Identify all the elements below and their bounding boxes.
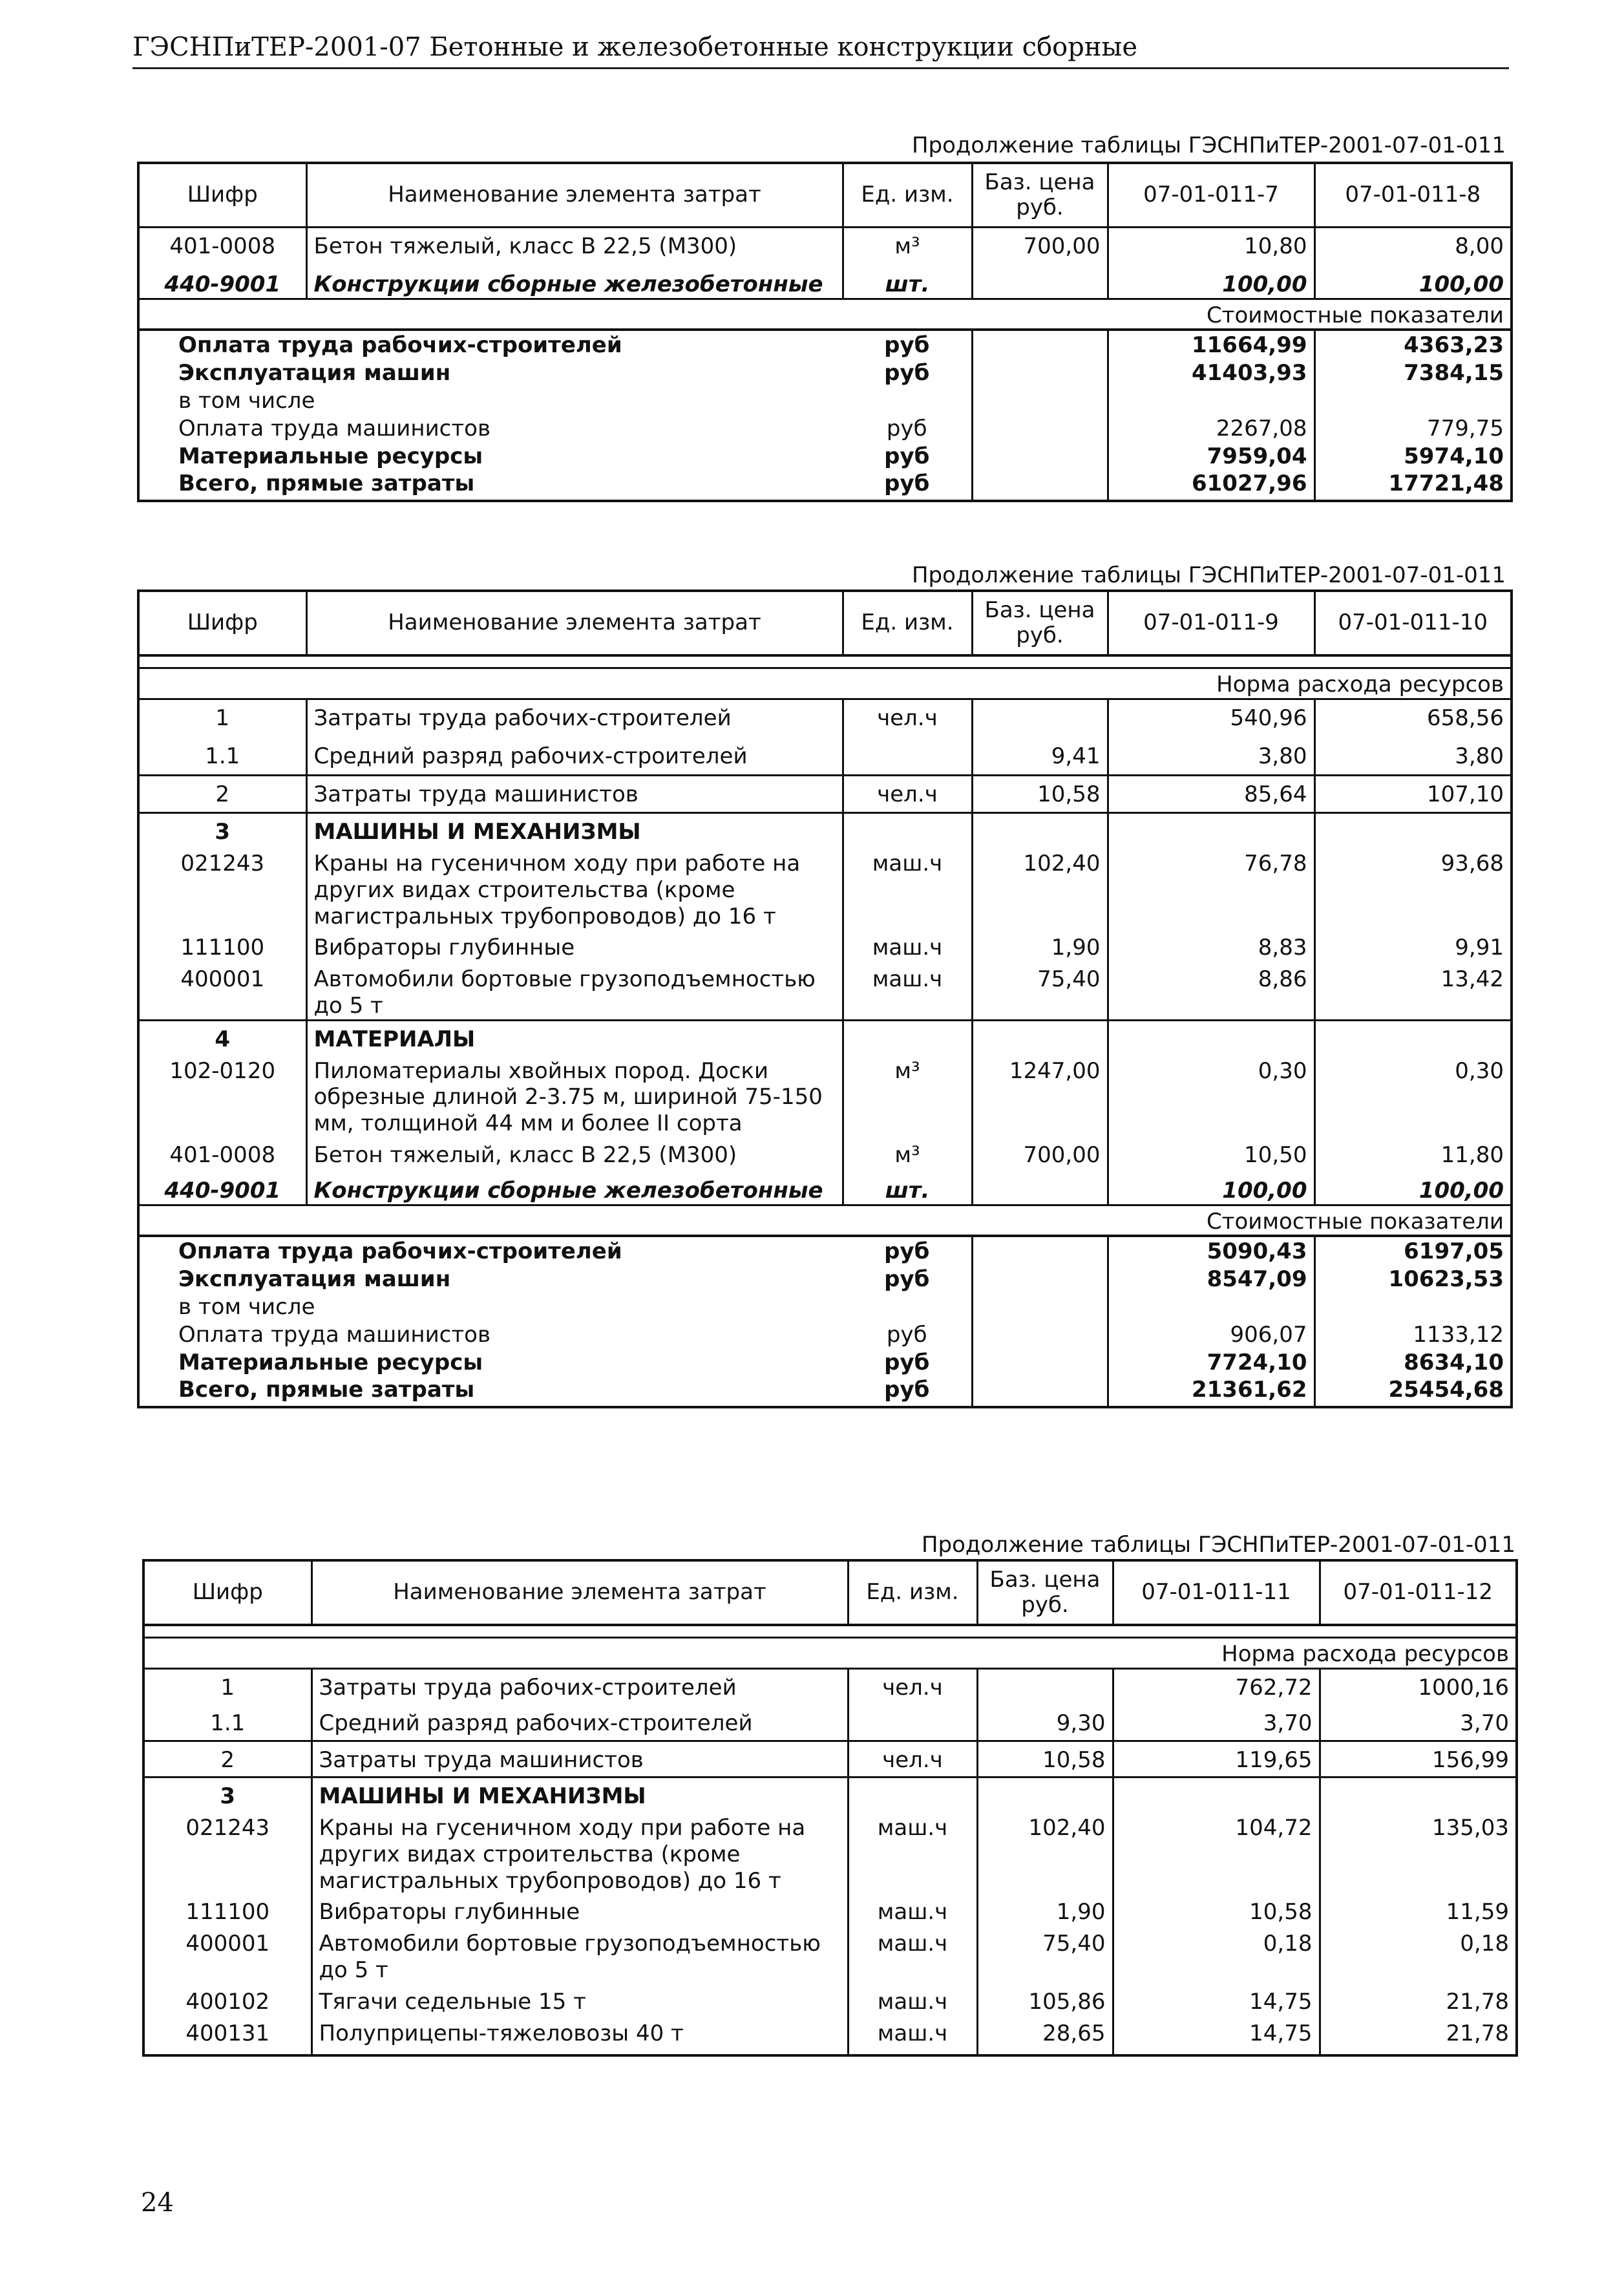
cost-indicators-label: Стоимостные показатели	[138, 1205, 1512, 1236]
summary-value: 61027,96	[1108, 469, 1314, 501]
summary-row	[138, 414, 1512, 442]
summary-value: 21361,62	[1108, 1375, 1314, 1407]
summary-value: 5974,10	[1314, 442, 1512, 470]
table-row	[138, 1169, 1512, 1205]
summary-empty	[972, 1293, 1108, 1321]
table-row	[143, 1984, 1517, 2015]
cell-price: 10,58	[972, 776, 1108, 813]
spacer	[138, 655, 1512, 668]
summary-value: 7959,04	[1108, 442, 1314, 470]
summary-empty	[972, 442, 1108, 470]
summary-unit: руб	[843, 330, 972, 359]
summary-value: 6197,05	[1314, 1236, 1512, 1265]
summary-row	[138, 1236, 1512, 1265]
cell-name: МАШИНЫ И МЕХАНИЗМЫ	[311, 1777, 848, 1810]
cell-name: Бетон тяжелый, класс В 22,5 (М300)	[306, 1137, 843, 1169]
cell-value: 540,96	[1108, 699, 1314, 731]
header-norm-code: 07-01-011-10	[1314, 591, 1512, 655]
cell-name: Пиломатериалы хвойных пород. Доски обрезные длиной 2-3.75 м, шириной 75-150 мм, толщиной 44 мм и более II сорта	[306, 1053, 843, 1137]
summary-row	[138, 387, 1512, 414]
norm-label: Норма расхода ресурсов	[143, 1638, 1517, 1669]
table-row	[143, 1668, 1517, 1701]
summary-value: 906,07	[1108, 1321, 1314, 1348]
summary-row	[138, 330, 1512, 359]
cell-code: 2	[138, 776, 306, 813]
summary-unit: руб	[884, 443, 930, 469]
cell-value: 0,18	[1320, 1926, 1517, 1984]
table-row	[138, 1137, 1512, 1169]
cell-name: Краны на гусеничном ходу при работе на других видах строительства (кроме магистральных трубопроводов) до 16 т	[306, 845, 843, 929]
summary-empty	[1314, 1293, 1512, 1321]
cell-price: 1,90	[972, 929, 1108, 961]
summary-value: 4363,23	[1314, 330, 1512, 359]
summary-value: 41403,93	[1108, 359, 1314, 387]
cell-code: 111100	[143, 1894, 311, 1926]
table-row	[138, 845, 1512, 929]
table-row	[143, 1926, 1517, 1984]
section-label-row	[138, 1205, 1512, 1236]
cell-price	[977, 1777, 1113, 1810]
summary-value: 11664,99	[1108, 330, 1314, 359]
summary-empty	[972, 469, 1108, 501]
table-row	[143, 1701, 1517, 1741]
summary-empty	[843, 387, 972, 414]
resource-table-1	[137, 162, 1513, 502]
cell-value: 8,83	[1108, 929, 1314, 961]
cell-price	[972, 699, 1108, 731]
cell-unit: м³	[843, 228, 972, 260]
header-unit: Ед. изм.	[843, 591, 972, 655]
summary-unit: руб	[884, 1377, 930, 1403]
cell-unit	[848, 1777, 977, 1810]
cell-unit: м³	[843, 1053, 972, 1137]
section-label-row	[138, 299, 1512, 330]
spacer-row	[143, 1625, 1517, 1638]
summary-row	[138, 469, 1512, 501]
summary-value: 10623,53	[1314, 1265, 1512, 1293]
cell-value: 8,86	[1108, 961, 1314, 1020]
summary-row	[138, 1348, 1512, 1376]
cell-code: 440-9001	[138, 260, 306, 299]
cell-value: 10,50	[1108, 1137, 1314, 1169]
header-norm-code: 07-01-011-8	[1314, 163, 1512, 228]
cell-value: 107,10	[1314, 776, 1512, 813]
table-row	[138, 732, 1512, 776]
cell-name: Конструкции сборные железобетонные	[306, 1169, 843, 1205]
summary-empty	[972, 330, 1108, 359]
cell-value: 93,68	[1314, 845, 1512, 929]
table-row	[138, 813, 1512, 845]
cell-value: 100,00	[1314, 1169, 1512, 1205]
summary-label: Оплата труда машинистов	[178, 1321, 491, 1348]
summary-empty	[1108, 1293, 1314, 1321]
header-code: Шифр	[138, 163, 306, 228]
cell-price: 102,40	[972, 845, 1108, 929]
cell-name: МАТЕРИАЛЫ	[306, 1020, 843, 1052]
cell-name: Краны на гусеничном ходу при работе на других видах строительства (кроме магистральных трубопроводов) до 16 т	[311, 1810, 848, 1894]
summary-unit: руб	[884, 1349, 930, 1375]
summary-label: Оплата труда рабочих-строителей	[138, 1236, 843, 1265]
header-norm-code: 07-01-011-12	[1320, 1560, 1517, 1625]
cell-value: 85,64	[1108, 776, 1314, 813]
header-name: Наименование элемента затрат	[311, 1560, 848, 1625]
summary-row	[138, 442, 1512, 470]
cell-name: МАШИНЫ И МЕХАНИЗМЫ	[306, 813, 843, 845]
resource-table-2	[137, 589, 1513, 1408]
cell-value: 0,18	[1113, 1926, 1320, 1984]
cell-name: Автомобили бортовые грузоподъемностью до 5 т	[311, 1926, 848, 1984]
cell-value	[1314, 813, 1512, 845]
cell-code: 440-9001	[138, 1169, 306, 1205]
summary-empty	[843, 1293, 972, 1321]
cell-price: 9,30	[977, 1701, 1113, 1741]
cell-value: 3,70	[1113, 1701, 1320, 1741]
summary-value: 8547,09	[1108, 1265, 1314, 1293]
cell-name: Конструкции сборные железобетонные	[306, 260, 843, 299]
cell-price: 700,00	[972, 228, 1108, 260]
cell-value: 21,78	[1320, 1984, 1517, 2015]
spacer	[143, 1625, 1517, 1638]
cell-code: 1	[143, 1668, 311, 1701]
cell-price: 102,40	[977, 1810, 1113, 1894]
cell-value: 11,80	[1314, 1137, 1512, 1169]
table-row	[138, 1053, 1512, 1137]
cell-unit: маш.ч	[848, 2015, 977, 2056]
summary-value: 779,75	[1314, 414, 1512, 442]
cell-value: 100,00	[1314, 260, 1512, 299]
summary-empty	[972, 1321, 1108, 1348]
table-row	[138, 260, 1512, 299]
cell-name: Затраты труда машинистов	[306, 776, 843, 813]
cell-code: 1.1	[143, 1701, 311, 1741]
summary-row	[138, 1265, 1512, 1293]
document-title: ГЭСНПиТЕР-2001-07 Бетонные и железобетонные конструкции сборные	[132, 32, 1138, 62]
cell-code: 3	[143, 1777, 311, 1810]
table-row	[138, 929, 1512, 961]
summary-unit: руб	[884, 360, 930, 387]
cell-name: Затраты труда рабочих-строителей	[306, 699, 843, 731]
cell-value: 100,00	[1108, 1169, 1314, 1205]
table-header-row	[138, 591, 1512, 655]
cell-value: 76,78	[1108, 845, 1314, 929]
cell-unit: маш.ч	[843, 845, 972, 929]
cell-value	[1113, 1777, 1320, 1810]
section-label-row	[143, 1638, 1517, 1669]
cell-value: 21,78	[1320, 2015, 1517, 2056]
table-header-row	[143, 1560, 1517, 1625]
table-row	[138, 776, 1512, 813]
table-row	[143, 1777, 1517, 1810]
cell-value: 104,72	[1113, 1810, 1320, 1894]
cell-name: Вибраторы глубинные	[306, 929, 843, 961]
summary-empty	[972, 387, 1108, 414]
cell-value: 11,59	[1320, 1894, 1517, 1926]
spacer-row	[138, 655, 1512, 668]
summary-unit: руб	[884, 471, 930, 497]
cell-code: 3	[138, 813, 306, 845]
cell-name: Затраты труда рабочих-строителей	[311, 1668, 848, 1701]
cell-unit: чел.ч	[848, 1741, 977, 1777]
summary-empty	[972, 1348, 1108, 1376]
summary-value: 1133,12	[1314, 1321, 1512, 1348]
cell-price	[977, 1668, 1113, 1701]
summary-label: Материальные ресурсы	[178, 1349, 483, 1375]
summary-value: 17721,48	[1314, 469, 1512, 501]
page-header	[132, 32, 1509, 69]
cell-code: 401-0008	[138, 228, 306, 260]
cell-name: Средний разряд рабочих-строителей	[311, 1701, 848, 1741]
cell-code: 1	[138, 699, 306, 731]
cell-name: Полуприцепы-тяжеловозы 40 т	[311, 2015, 848, 2056]
cell-code: 400131	[143, 2015, 311, 2056]
table-header-row	[138, 163, 1512, 228]
header-name: Наименование элемента затрат	[306, 591, 843, 655]
cell-value: 0,30	[1314, 1053, 1512, 1137]
header-norm-code: 07-01-011-7	[1108, 163, 1314, 228]
table-row	[143, 1741, 1517, 1777]
summary-unit: руб	[843, 1236, 972, 1265]
header-name: Наименование элемента затрат	[306, 163, 843, 228]
cell-price: 10,58	[977, 1741, 1113, 1777]
cell-value: 8,00	[1314, 228, 1512, 260]
cost-indicators-label: Стоимостные показатели	[138, 299, 1512, 330]
summary-value: 8634,10	[1314, 1348, 1512, 1376]
table-row	[138, 228, 1512, 260]
cell-name: Вибраторы глубинные	[311, 1894, 848, 1926]
table-row	[143, 1894, 1517, 1926]
cell-value	[1108, 1020, 1314, 1052]
cell-name: Бетон тяжелый, класс В 22,5 (М300)	[306, 228, 843, 260]
cell-value: 0,30	[1108, 1053, 1314, 1137]
cell-code: 2	[143, 1741, 311, 1777]
summary-value: 5090,43	[1108, 1236, 1314, 1265]
cell-unit: шт.	[843, 260, 972, 299]
summary-label: Материальные ресурсы	[178, 443, 483, 469]
header-norm-code: 07-01-011-9	[1108, 591, 1314, 655]
cell-code: 111100	[138, 929, 306, 961]
header-price: Баз. цена руб.	[972, 591, 1108, 655]
table-row	[138, 1020, 1512, 1052]
cell-value: 10,80	[1108, 228, 1314, 260]
cell-price	[972, 1020, 1108, 1052]
cell-code: 400001	[138, 961, 306, 1020]
cell-code: 400001	[143, 1926, 311, 1984]
cell-value: 9,91	[1314, 929, 1512, 961]
page-number: 24	[141, 2188, 174, 2218]
cell-price: 9,41	[972, 732, 1108, 776]
table-row	[138, 699, 1512, 731]
cell-value: 3,70	[1320, 1701, 1517, 1741]
norm-label: Норма расхода ресурсов	[138, 668, 1512, 699]
cell-unit: маш.ч	[843, 961, 972, 1020]
summary-value: 25454,68	[1314, 1375, 1512, 1407]
summary-unit: руб	[886, 1321, 927, 1348]
cell-value: 14,75	[1113, 1984, 1320, 2015]
table-row	[138, 961, 1512, 1020]
cell-unit	[843, 732, 972, 776]
header-code: Шифр	[138, 591, 306, 655]
cell-value: 1000,16	[1320, 1668, 1517, 1701]
cell-unit	[843, 1020, 972, 1052]
section-label-row	[138, 668, 1512, 699]
table-caption: Продолжение таблицы ГЭСНПиТЕР-2001-07-01-011	[911, 562, 1506, 588]
cell-price: 1247,00	[972, 1053, 1108, 1137]
cell-price	[972, 260, 1108, 299]
summary-empty	[1314, 387, 1512, 414]
cell-price: 105,86	[977, 1984, 1113, 2015]
cell-code: 021243	[143, 1810, 311, 1894]
table-row	[143, 2015, 1517, 2056]
cell-value: 658,56	[1314, 699, 1512, 731]
summary-unit: руб	[886, 415, 927, 441]
cell-value	[1314, 1020, 1512, 1052]
cell-code: 401-0008	[138, 1137, 306, 1169]
summary-label: Оплата труда рабочих-строителей	[138, 330, 843, 359]
summary-label: Эксплуатация машин	[178, 360, 451, 387]
header-code: Шифр	[143, 1560, 311, 1625]
cell-unit: чел.ч	[848, 1668, 977, 1701]
summary-empty	[972, 1375, 1108, 1407]
summary-row	[138, 1321, 1512, 1348]
summary-label: Всего, прямые затраты	[178, 1377, 475, 1403]
cell-unit: шт.	[843, 1169, 972, 1205]
header-norm-code: 07-01-011-11	[1113, 1560, 1320, 1625]
summary-row	[138, 1293, 1512, 1321]
cell-value: 762,72	[1113, 1668, 1320, 1701]
cell-code: 021243	[138, 845, 306, 929]
cell-code: 102-0120	[138, 1053, 306, 1137]
cell-name: Затраты труда машинистов	[311, 1741, 848, 1777]
summary-empty	[972, 1265, 1108, 1293]
cell-unit: маш.ч	[848, 1894, 977, 1926]
cell-value: 3,80	[1108, 732, 1314, 776]
cell-value: 13,42	[1314, 961, 1512, 1020]
cell-unit: маш.ч	[848, 1810, 977, 1894]
summary-label: Эксплуатация машин	[178, 1266, 451, 1293]
cell-value: 3,80	[1314, 732, 1512, 776]
summary-value: 7724,10	[1108, 1348, 1314, 1376]
cell-price: 75,40	[977, 1926, 1113, 1984]
cell-value: 119,65	[1113, 1741, 1320, 1777]
cell-code: 1.1	[138, 732, 306, 776]
cell-name: Тягачи седельные 15 т	[311, 1984, 848, 2015]
summary-row	[138, 1375, 1512, 1407]
cell-name: Автомобили бортовые грузоподъемностью до 5 т	[306, 961, 843, 1020]
cell-value: 10,58	[1113, 1894, 1320, 1926]
cell-price	[972, 813, 1108, 845]
cell-unit: м³	[843, 1137, 972, 1169]
cell-unit	[843, 813, 972, 845]
cell-price	[972, 1169, 1108, 1205]
cell-price: 75,40	[972, 961, 1108, 1020]
cell-value: 156,99	[1320, 1741, 1517, 1777]
header-unit: Ед. изм.	[848, 1560, 977, 1625]
summary-label: Всего, прямые затраты	[178, 471, 475, 497]
cell-value: 135,03	[1320, 1810, 1517, 1894]
cell-price: 700,00	[972, 1137, 1108, 1169]
cell-price: 28,65	[977, 2015, 1113, 2056]
summary-row	[138, 359, 1512, 387]
summary-label: в том числе	[178, 1293, 315, 1320]
cell-value	[1320, 1777, 1517, 1810]
summary-empty	[1108, 387, 1314, 414]
cell-unit: маш.ч	[848, 1926, 977, 1984]
cell-value	[1108, 813, 1314, 845]
table-caption: Продолжение таблицы ГЭСНПиТЕР-2001-07-01-011	[921, 1532, 1515, 1558]
cell-code: 4	[138, 1020, 306, 1052]
cell-value: 100,00	[1108, 260, 1314, 299]
table-row	[143, 1810, 1517, 1894]
summary-unit: руб	[884, 1266, 930, 1293]
cell-value: 14,75	[1113, 2015, 1320, 2056]
header-unit: Ед. изм.	[843, 163, 972, 228]
cell-unit	[848, 1701, 977, 1741]
cell-unit: маш.ч	[843, 929, 972, 961]
cell-unit: чел.ч	[843, 776, 972, 813]
summary-empty	[972, 414, 1108, 442]
cell-unit: чел.ч	[843, 699, 972, 731]
resource-table-3	[142, 1559, 1518, 2057]
summary-value: 7384,15	[1314, 359, 1512, 387]
table-caption: Продолжение таблицы ГЭСНПиТЕР-2001-07-01-011	[911, 133, 1506, 158]
summary-label: Оплата труда машинистов	[178, 415, 491, 441]
summary-empty	[972, 359, 1108, 387]
cell-name: Средний разряд рабочих-строителей	[306, 732, 843, 776]
cell-price: 1,90	[977, 1894, 1113, 1926]
summary-empty	[972, 1236, 1108, 1265]
cell-code: 400102	[143, 1984, 311, 2015]
header-price: Баз. цена руб.	[977, 1560, 1113, 1625]
header-price: Баз. цена руб.	[972, 163, 1108, 228]
summary-label: в том числе	[178, 387, 315, 414]
summary-value: 2267,08	[1108, 414, 1314, 442]
cell-unit: маш.ч	[848, 1984, 977, 2015]
